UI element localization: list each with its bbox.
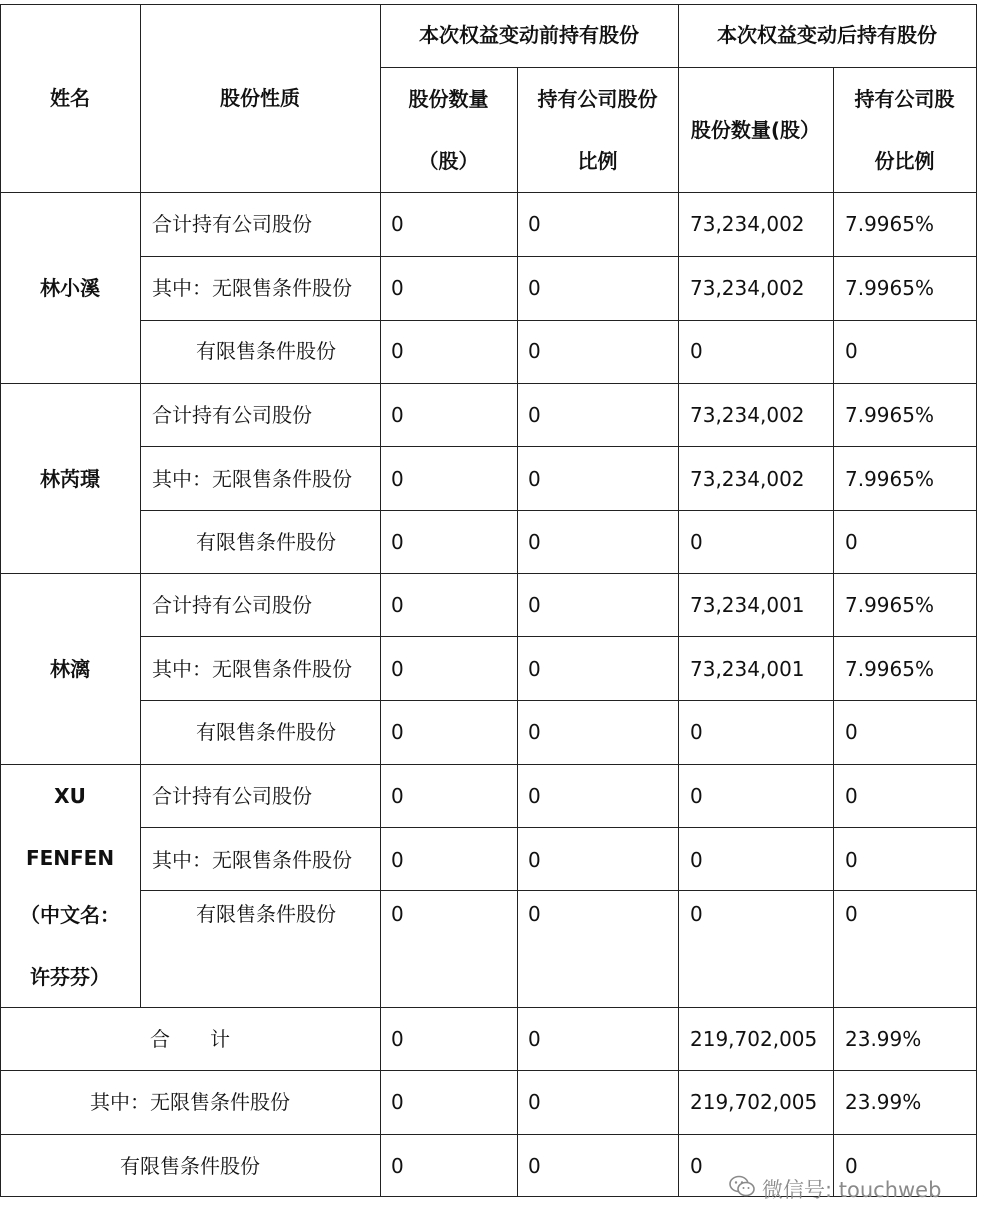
- value-cell: 0: [391, 784, 404, 808]
- value-cell: 0: [391, 847, 404, 872]
- header-ratio-before: 持有公司股份: [537, 87, 658, 111]
- value-cell: 0: [528, 275, 541, 300]
- header-ratio-before-2: 比例: [577, 149, 618, 173]
- value-cell: 0: [528, 593, 541, 617]
- total-value: 0: [528, 1090, 541, 1114]
- table-rule: [678, 4, 679, 1197]
- table-rule: [0, 4, 1, 1197]
- value-cell: 7.9965%: [845, 466, 934, 491]
- table-rule: [833, 67, 834, 1197]
- table-rule: [140, 256, 977, 257]
- value-cell: 0: [528, 656, 541, 681]
- value-cell: 0: [690, 902, 703, 926]
- header-nature: 股份性质: [220, 86, 300, 110]
- total-value: 0: [391, 1027, 404, 1051]
- value-cell: 73,234,002: [690, 466, 805, 491]
- total-value: 219,702,005: [690, 1027, 818, 1051]
- value-cell: 0: [528, 720, 541, 745]
- holder-name: FENFEN: [25, 846, 115, 870]
- row-type-label: 合计持有公司股份: [152, 784, 312, 808]
- total-value: 23.99%: [845, 1027, 922, 1051]
- total-value: 0: [690, 1154, 703, 1178]
- value-cell: 73,234,001: [690, 593, 805, 617]
- header-after: 本次权益变动后持有股份: [717, 23, 937, 47]
- value-cell: 0: [528, 466, 541, 491]
- row-type-label: 有限售条件股份: [196, 339, 336, 364]
- value-cell: 0: [391, 656, 404, 681]
- total-value: 0: [845, 1154, 858, 1178]
- table-rule: [140, 827, 977, 828]
- header-name: 姓名: [50, 86, 90, 110]
- value-cell: 0: [845, 339, 858, 364]
- wechat-icon: [728, 1174, 756, 1202]
- header-qty-before-unit: （股）: [418, 149, 479, 173]
- value-cell: 0: [391, 466, 404, 491]
- table-rule: [0, 1007, 977, 1008]
- holder-name: XU: [54, 784, 86, 808]
- row-type-label: 其中：无限售条件股份: [152, 847, 352, 872]
- value-cell: 0: [845, 720, 858, 745]
- table-rule: [140, 446, 977, 447]
- value-cell: 7.9965%: [845, 275, 934, 300]
- row-type-label: 其中：无限售条件股份: [152, 275, 352, 300]
- row-type-label: 有限售条件股份: [196, 720, 336, 745]
- total-label: 其中：无限售条件股份: [90, 1090, 290, 1114]
- value-cell: 0: [391, 275, 404, 300]
- table-rule: [0, 4, 977, 5]
- total-label: 合 计: [150, 1027, 230, 1051]
- total-value: 0: [528, 1027, 541, 1051]
- total-value: 23.99%: [845, 1090, 922, 1114]
- value-cell: 0: [690, 847, 703, 872]
- table-rule: [0, 1070, 977, 1071]
- table-rule: [140, 700, 977, 701]
- table-rule: [140, 4, 141, 1008]
- watermark-text: 微信号: touchweb: [762, 1178, 942, 1202]
- total-value: 0: [391, 1154, 404, 1178]
- value-cell: 0: [528, 339, 541, 364]
- value-cell: 0: [690, 530, 703, 555]
- holder-name: 许芬芬）: [30, 965, 110, 989]
- value-cell: 0: [391, 212, 404, 236]
- value-cell: 0: [391, 902, 404, 926]
- row-type-label: 有限售条件股份: [196, 902, 336, 926]
- table-rule: [140, 192, 977, 193]
- value-cell: 7.9965%: [845, 656, 934, 681]
- row-type-label: 合计持有公司股份: [152, 212, 312, 236]
- header-before: 本次权益变动前持有股份: [419, 23, 639, 47]
- value-cell: 0: [391, 339, 404, 364]
- value-cell: 0: [845, 530, 858, 555]
- value-cell: 7.9965%: [845, 403, 934, 427]
- table-rule: [140, 320, 977, 321]
- total-label: 有限售条件股份: [120, 1154, 260, 1178]
- total-value: 0: [391, 1090, 404, 1114]
- table-rule: [0, 383, 977, 384]
- table-rule: [517, 67, 518, 1197]
- value-cell: 73,234,001: [690, 656, 805, 681]
- holder-name: 林小溪: [40, 276, 100, 300]
- value-cell: 0: [391, 403, 404, 427]
- value-cell: 0: [845, 784, 858, 808]
- table-rule: [976, 4, 977, 1197]
- table-rule: [140, 636, 977, 637]
- holder-name: 林芮璟: [40, 467, 100, 491]
- value-cell: 0: [528, 403, 541, 427]
- row-type-label: 有限售条件股份: [196, 530, 336, 555]
- table-rule: [140, 890, 977, 891]
- value-cell: 7.9965%: [845, 593, 934, 617]
- value-cell: 0: [528, 212, 541, 236]
- value-cell: 0: [690, 720, 703, 745]
- value-cell: 0: [391, 530, 404, 555]
- header-qty-after: 股份数量(股）: [690, 118, 821, 142]
- table-rule: [0, 1134, 977, 1135]
- value-cell: 0: [528, 530, 541, 555]
- table-rule: [0, 573, 977, 574]
- value-cell: 0: [528, 847, 541, 872]
- value-cell: 0: [845, 902, 858, 926]
- row-type-label: 合计持有公司股份: [152, 593, 312, 617]
- table-rule: [380, 4, 381, 1197]
- value-cell: 0: [690, 339, 703, 364]
- row-type-label: 其中：无限售条件股份: [152, 656, 352, 681]
- table-rule: [0, 764, 977, 765]
- value-cell: 0: [528, 902, 541, 926]
- holder-name: 林漓: [50, 657, 90, 681]
- value-cell: 0: [528, 784, 541, 808]
- value-cell: 0: [391, 593, 404, 617]
- value-cell: 73,234,002: [690, 275, 805, 300]
- value-cell: 7.9965%: [845, 212, 934, 236]
- holder-name: （中文名：: [20, 903, 120, 927]
- table-rule: [140, 510, 977, 511]
- value-cell: 73,234,002: [690, 212, 805, 236]
- value-cell: 0: [845, 847, 858, 872]
- total-value: 219,702,005: [690, 1090, 818, 1114]
- value-cell: 0: [690, 784, 703, 808]
- value-cell: 73,234,002: [690, 403, 805, 427]
- row-type-label: 其中：无限售条件股份: [152, 466, 352, 491]
- row-type-label: 合计持有公司股份: [152, 403, 312, 427]
- header-qty-before: 股份数量: [408, 87, 489, 111]
- header-ratio-after: 持有公司股: [854, 87, 955, 111]
- value-cell: 0: [391, 720, 404, 745]
- total-value: 0: [528, 1154, 541, 1178]
- header-ratio-after-2: 份比例: [874, 149, 935, 173]
